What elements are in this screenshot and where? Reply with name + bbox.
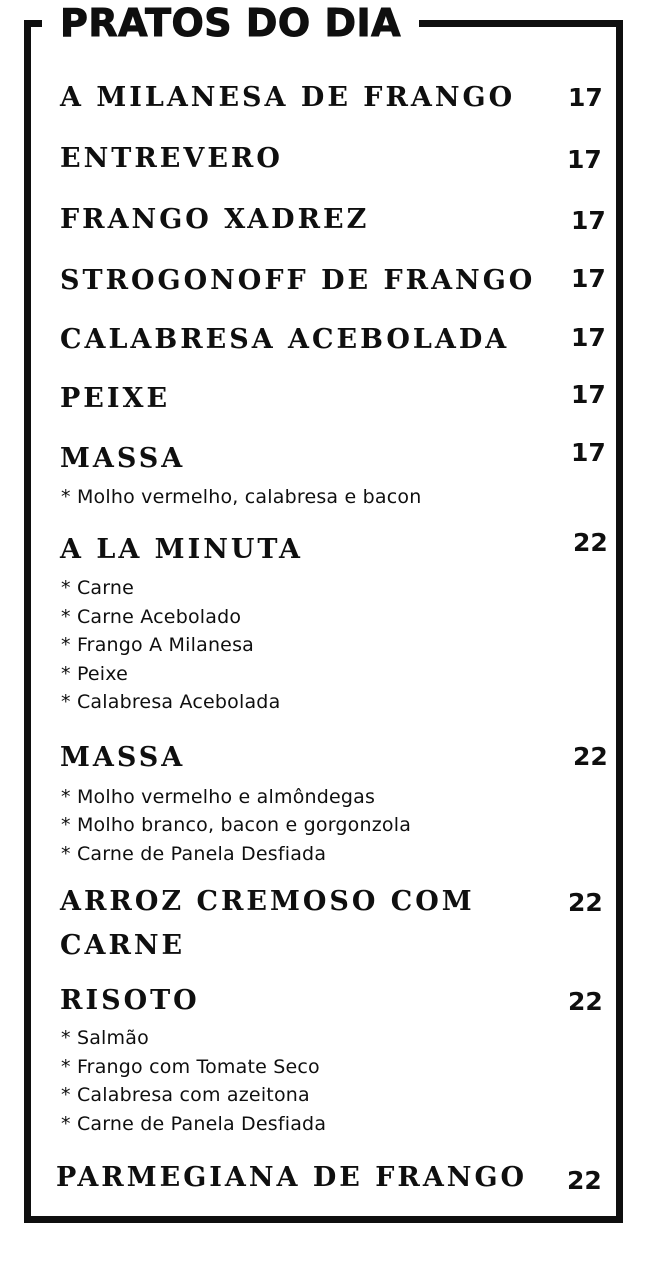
- dish-option: * Carne de Panela Desfiada: [61, 843, 327, 865]
- dish-price: 17: [571, 323, 606, 352]
- dish-price: 17: [568, 83, 603, 112]
- dish-option: * Frango A Milanesa: [61, 634, 255, 656]
- dish-option: * Peixe: [61, 663, 129, 685]
- dish-option: * Molho vermelho e almôndegas: [61, 786, 376, 808]
- dish-option: * Frango com Tomate Seco: [61, 1056, 320, 1078]
- dish-price: 17: [567, 145, 602, 174]
- dish-price: 22: [573, 742, 608, 771]
- dish-name: RISOTO: [60, 985, 200, 1016]
- dish-price: 22: [568, 888, 603, 917]
- dish-option: * Molho vermelho, calabresa e bacon: [61, 486, 422, 508]
- dish-price: 17: [571, 438, 606, 467]
- dish-option: * Salmão: [61, 1027, 149, 1049]
- dish-name: FRANGO XADREZ: [60, 204, 370, 235]
- dish-name: ENTREVERO: [60, 143, 283, 174]
- dish-option: * Calabresa Acebolada: [61, 691, 281, 713]
- dish-name: A LA MINUTA: [60, 534, 303, 565]
- dish-option: * Calabresa com azeitona: [61, 1084, 310, 1106]
- dish-price: 17: [571, 206, 606, 235]
- dish-price: 22: [567, 1166, 602, 1195]
- menu-title-wrap: [42, 0, 419, 46]
- dish-option: * Carne de Panela Desfiada: [61, 1113, 327, 1135]
- dish-name: A MILANESA DE FRANGO: [60, 82, 516, 113]
- dish-name: PARMEGIANA DE FRANGO: [56, 1162, 528, 1193]
- dish-name: STROGONOFF DE FRANGO: [60, 265, 536, 296]
- dish-name: PEIXE: [60, 383, 171, 414]
- dish-name: CALABRESA ACEBOLADA: [60, 324, 510, 355]
- dish-name: ARROZ CREMOSO COM: [60, 886, 475, 917]
- dish-name: MASSA: [60, 742, 186, 773]
- dish-option: * Molho branco, bacon e gorgonzola: [61, 814, 412, 836]
- dish-option: * Carne Acebolado: [61, 606, 242, 628]
- dish-name-continued: CARNE: [60, 930, 186, 961]
- dish-price: 22: [568, 987, 603, 1016]
- dish-name: MASSA: [60, 443, 186, 474]
- dish-price: 17: [571, 264, 606, 293]
- dish-option: * Carne: [61, 577, 135, 599]
- menu-title: PRATOS DO DIA: [60, 1, 402, 45]
- dish-price: 22: [573, 528, 608, 557]
- dish-price: 17: [571, 380, 606, 409]
